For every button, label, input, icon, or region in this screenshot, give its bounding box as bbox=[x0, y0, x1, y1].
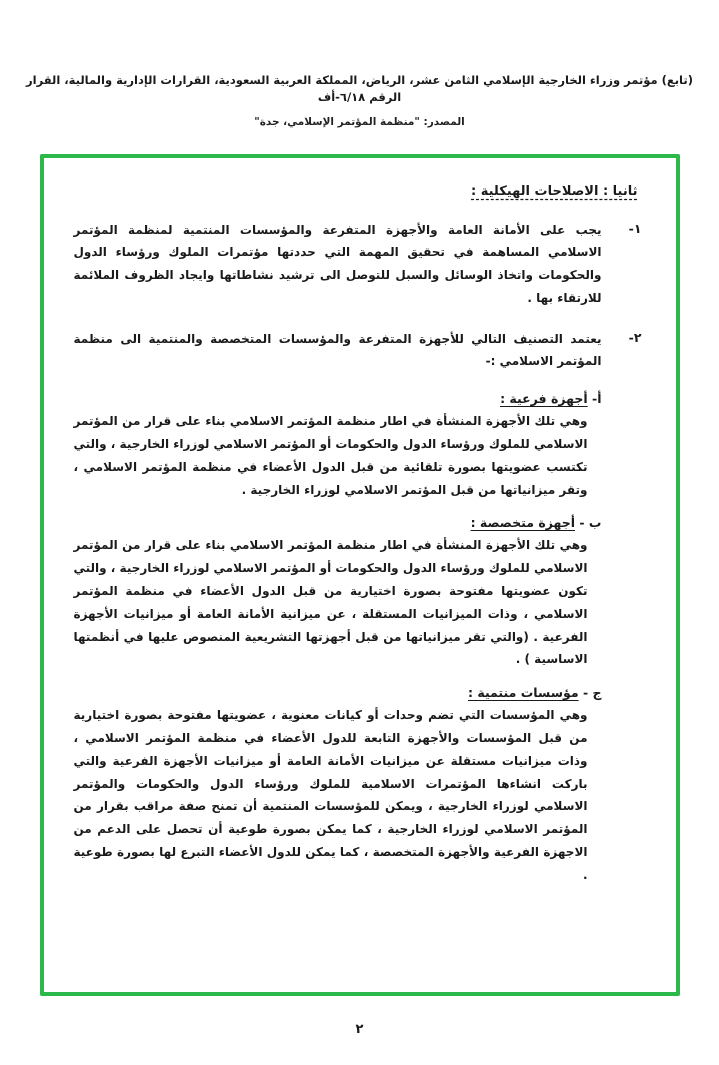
subitem-c-heading bbox=[74, 685, 602, 700]
document-source-line: المصدر: "منظمة المؤتمر الإسلامي، جدة" bbox=[254, 115, 465, 128]
subitem-c bbox=[74, 685, 602, 886]
page-number: ٢ bbox=[355, 1022, 364, 1037]
item-1-number: ١- bbox=[628, 220, 642, 236]
subitem-b-body: وهي تلك الأجهزة المنشأة في اطار منظمة المؤتمر الاسلامي بناء على قرار من المؤتمر الاسلامي للملوك ورؤساء الدول والحكومات أو المؤتمر الاسلامي لوزراء الخارجية ، والتي تكون عضويتها مفتوحة بصورة اختيارية من قبل الدول الأعضاء في منظمة المؤتمر الاسلامي ، وذات الميزانيات المستقلة ، عن ميزانية الأمانة العامة أو ميزانيات الأجهزة الفرعية . (والتي تقر ميزانياتها من قبل أجهزتها التشريعية المنصوص عليها في أنظمتها الاساسية ) . bbox=[73, 538, 588, 667]
subitem-a-title: أجهزة فرعية : bbox=[500, 391, 588, 407]
subitem-a-heading bbox=[74, 391, 602, 406]
subitem-a bbox=[74, 391, 602, 501]
list-item-2 bbox=[74, 328, 642, 374]
subitem-a-label: أ- bbox=[592, 391, 602, 407]
subitem-b-label: ب - bbox=[579, 515, 602, 531]
subitem-c-title: مؤسسات منتمية : bbox=[468, 685, 579, 701]
section-title: ثانيا : الاصلاحات الهيكلية : bbox=[471, 183, 638, 199]
subitem-c-body: وهي المؤسسات التي تضم وحدات أو كيانات معنوية ، عضويتها مفتوحة بصورة اختيارية من قبل المؤسسات والأجهزة التابعة للدول الأعضاء في منظمة المؤتمر الاسلامي ، وذات ميزانيات مستقلة عن ميزانيات الأمانة العامة أو ميزانيات الأجهزة الفرعية والتي باركت انشاءها المؤتمرات الاسلامية للملوك ورؤساء الدول والحكومات والمؤتمر الاسلامي لوزراء الخارجية ، ويمكن للمؤسسات المنتمية أن تمنح صفة مراقب بقرار من المؤتمر الاسلامي لوزراء الخارجية ، كما يمكن بصورة طوعية أن تحصل على الدعم من الاجهزة الفرعية والأجهزة المتخصصة ، كما يمكن للدول الأعضاء التبرع لها بصورة طوعية . bbox=[73, 708, 588, 882]
list-item-1 bbox=[74, 219, 642, 310]
subitem-a-body: وهي تلك الأجهزة المنشأة في اطار منظمة المؤتمر الاسلامي بناء على قرار من المؤتمر الاسلامي للملوك ورؤساء الدول والحكومات أو المؤتمر الاسلامي لوزراء الخارجية ، والتي تكتسب عضويتها بصورة تلقائية من قبل الدول الأعضاء في منظمة المؤتمر الاسلامي ، وتقر ميزانياتها من قبل المؤتمر الاسلامي لوزراء الخارجية . bbox=[73, 414, 588, 497]
item-1-text: يجب على الأمانة العامة والأجهزة المتفرعة والمؤسسات المنتمية لمنظمة المؤتمر الاسلامي المساهمة في تحقيق المهمة التي حددتها مؤتمرات الملوك ورؤساء الدول والحكومات واتخاذ الوسائل والسبل للتوصل الى ترشيد نشاطاتها وايجاد الظروف الملائمة للارتقاء بها . bbox=[73, 222, 602, 305]
subitem-b-title: أجهزة متخصصة : bbox=[470, 515, 576, 531]
item-2-text: يعتمد التصنيف التالي للأجهزة المتفرعة والمؤسسات المتخصصة والمنتمية الى منظمة المؤتمر الاسلامي :- bbox=[73, 331, 602, 369]
highlight-box bbox=[40, 154, 680, 996]
subitem-b-heading bbox=[74, 515, 602, 530]
subitem-c-label: ج - bbox=[582, 685, 602, 701]
document-header-line: (تابع) مؤتمر وزراء الخارجية الإسلامي الثامن عشر، الرياض، المملكة العربية السعودية، القرارات الإدارية والمالية، القرار الرقم ٦/١٨-أف bbox=[26, 73, 693, 105]
subitem-b bbox=[74, 515, 602, 671]
item-2-number: ٢- bbox=[628, 329, 642, 345]
